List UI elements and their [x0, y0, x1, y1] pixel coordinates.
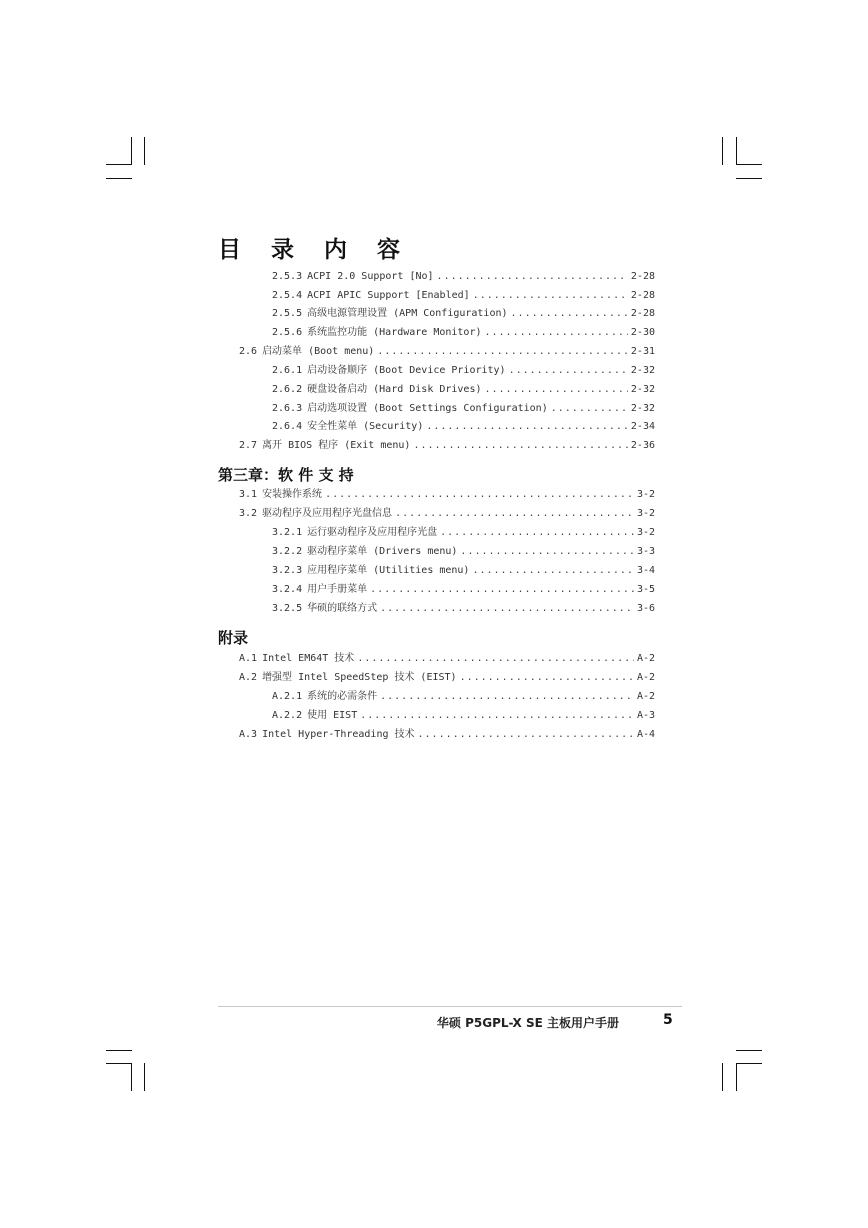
toc-leader-dots — [460, 546, 634, 557]
toc-number: 3.2.2 — [272, 546, 303, 557]
toc-number: 2.6.3 — [272, 403, 303, 414]
toc-page-number: A-2 — [636, 653, 655, 664]
toc-number: A.2.1 — [272, 691, 303, 702]
toc-label: 华硕的联络方式 — [307, 603, 378, 614]
toc-leader-dots — [426, 421, 628, 432]
crop-mark — [106, 178, 132, 179]
toc-label: 驱动程序及应用程序光盘信息 — [262, 508, 393, 519]
toc-label: 应用程序菜单 (Utilities menu) — [307, 565, 470, 576]
toc-page-number: 2-28 — [630, 271, 655, 282]
toc-page-number: 3-4 — [636, 565, 655, 576]
toc-leader-dots — [377, 346, 628, 357]
toc-label: ACPI APIC Support [Enabled] — [307, 290, 470, 301]
crop-mark — [736, 164, 762, 165]
toc-entry[interactable] — [239, 484, 655, 500]
toc-number: 2.5.3 — [272, 271, 303, 282]
toc-entry[interactable] — [272, 541, 655, 557]
toc-label: 启动选项设置 (Boot Settings Configuration) — [307, 403, 548, 414]
toc-leader-dots — [325, 489, 634, 500]
toc-entry[interactable] — [272, 598, 655, 614]
crop-mark — [722, 137, 723, 165]
toc-entry[interactable] — [272, 579, 655, 595]
toc-leader-dots — [473, 290, 628, 301]
footer-manual-title: 华硕 P5GPL-X SE 主板用户手册 — [436, 1016, 619, 1030]
toc-label: 安全性菜单 (Security) — [307, 421, 424, 432]
toc-entry[interactable] — [239, 667, 655, 683]
toc-leader-dots — [551, 403, 628, 414]
toc-number: 3.1 — [239, 489, 258, 500]
toc-page-number: 2-30 — [630, 327, 655, 338]
toc-entry[interactable] — [239, 341, 655, 357]
toc-leader-dots — [485, 384, 628, 395]
toc-page-number: 2-36 — [630, 440, 655, 451]
page-title: 目 录 内 容 — [218, 237, 412, 263]
toc-leader-dots — [418, 729, 634, 740]
toc-label: 使用 EIST — [307, 710, 358, 721]
footer-divider — [218, 1006, 682, 1007]
chapter-heading: 第三章：软 件 支 持 — [218, 466, 354, 484]
toc-page-number: 3-6 — [636, 603, 655, 614]
toc-entry[interactable] — [272, 303, 655, 319]
footer-page-number: 5 — [663, 1012, 673, 1028]
toc-entry[interactable] — [272, 360, 655, 376]
toc-label: 离开 BIOS 程序 (Exit menu) — [262, 440, 411, 451]
toc-number: 2.5.4 — [272, 290, 303, 301]
crop-mark — [736, 137, 737, 165]
toc-number: 3.2 — [239, 508, 258, 519]
crop-mark — [106, 1050, 132, 1051]
toc-entry[interactable] — [272, 560, 655, 576]
toc-entry[interactable] — [272, 379, 655, 395]
toc-page-number: 2-34 — [630, 421, 655, 432]
toc-label: 增强型 Intel SpeedStep 技术 (EIST) — [262, 672, 457, 683]
crop-mark — [736, 178, 762, 179]
toc-entry[interactable] — [272, 522, 655, 538]
toc-label: 驱动程序菜单 (Drivers menu) — [307, 546, 458, 557]
toc-number: 3.2.4 — [272, 584, 303, 595]
toc-page-number: 3-2 — [636, 527, 655, 538]
toc-number: 2.6.4 — [272, 421, 303, 432]
toc-leader-dots — [511, 308, 628, 319]
toc-page-number: 2-28 — [630, 290, 655, 301]
toc-page-number: 2-32 — [630, 384, 655, 395]
toc-label: ACPI 2.0 Support [No] — [307, 271, 434, 282]
toc-label: Intel Hyper-Threading 技术 — [262, 729, 415, 740]
toc-leader-dots — [380, 603, 634, 614]
crop-mark — [106, 164, 132, 165]
toc-entry[interactable] — [239, 503, 655, 519]
toc-label: 启动菜单 (Boot menu) — [262, 346, 375, 357]
toc-leader-dots — [357, 653, 634, 664]
toc-label: Intel EM64T 技术 — [262, 653, 355, 664]
toc-entry[interactable] — [272, 705, 655, 721]
crop-mark — [131, 1063, 132, 1091]
toc-page-number: 3-5 — [636, 584, 655, 595]
toc-label: 系统监控功能 (Hardware Monitor) — [307, 327, 482, 338]
toc-entry[interactable] — [272, 686, 655, 702]
toc-entry[interactable] — [272, 285, 655, 301]
toc-entry[interactable] — [272, 416, 655, 432]
toc-page-number: A-3 — [636, 710, 655, 721]
toc-number: 2.6 — [239, 346, 258, 357]
toc-leader-dots — [437, 271, 628, 282]
toc-label: 系统的必需条件 — [307, 691, 378, 702]
toc-leader-dots — [380, 691, 634, 702]
crop-mark — [106, 1063, 132, 1064]
toc-entry[interactable] — [239, 648, 655, 664]
crop-mark — [131, 137, 132, 165]
crop-mark — [144, 137, 145, 165]
appendix-heading: 附录 — [218, 629, 249, 647]
toc-leader-dots — [413, 440, 627, 451]
toc-leader-dots — [509, 365, 628, 376]
toc-number: 3.2.1 — [272, 527, 303, 538]
toc-label: 启动设备顺序 (Boot Device Priority) — [307, 365, 506, 376]
toc-number: 2.6.2 — [272, 384, 303, 395]
toc-number: 2.7 — [239, 440, 258, 451]
toc-entry[interactable] — [272, 266, 655, 282]
toc-leader-dots — [370, 584, 634, 595]
toc-leader-dots — [472, 565, 633, 576]
toc-number: A.3 — [239, 729, 258, 740]
toc-page-number: 2-31 — [630, 346, 655, 357]
toc-page-number: 2-32 — [630, 365, 655, 376]
toc-entry[interactable] — [239, 435, 655, 451]
toc-label: 高级电源管理设置 (APM Configuration) — [307, 308, 508, 319]
toc-page-number: A-2 — [636, 691, 655, 702]
toc-label: 用户手册菜单 — [307, 584, 368, 595]
toc-page-number: A-2 — [636, 672, 655, 683]
toc-number: 3.2.5 — [272, 603, 303, 614]
toc-leader-dots — [395, 508, 634, 519]
toc-leader-dots — [485, 327, 628, 338]
crop-mark — [736, 1050, 762, 1051]
toc-page-number: 3-2 — [636, 508, 655, 519]
toc-page-number: 2-32 — [630, 403, 655, 414]
toc-page-number: A-4 — [636, 729, 655, 740]
toc-leader-dots — [360, 710, 634, 721]
toc-leader-dots — [460, 672, 634, 683]
toc-leader-dots — [440, 527, 634, 538]
crop-mark — [144, 1063, 145, 1091]
toc-number: 2.5.5 — [272, 308, 303, 319]
crop-mark — [736, 1063, 737, 1091]
toc-label: 硬盘设备启动 (Hard Disk Drives) — [307, 384, 482, 395]
toc-number: 2.6.1 — [272, 365, 303, 376]
crop-mark — [722, 1063, 723, 1091]
toc-label: 运行驱动程序及应用程序光盘 — [307, 527, 438, 538]
toc-page-number: 2-28 — [630, 308, 655, 319]
toc-label: 安装操作系统 — [262, 489, 323, 500]
toc-page-number: 3-3 — [636, 546, 655, 557]
toc-entry[interactable] — [239, 724, 655, 740]
crop-mark — [736, 1063, 762, 1064]
toc-number: A.2 — [239, 672, 258, 683]
toc-number: A.2.2 — [272, 710, 303, 721]
toc-entry[interactable] — [272, 322, 655, 338]
toc-entry[interactable] — [272, 398, 655, 414]
toc-number: A.1 — [239, 653, 258, 664]
toc-number: 2.5.6 — [272, 327, 303, 338]
toc-page-number: 3-2 — [636, 489, 655, 500]
toc-number: 3.2.3 — [272, 565, 303, 576]
